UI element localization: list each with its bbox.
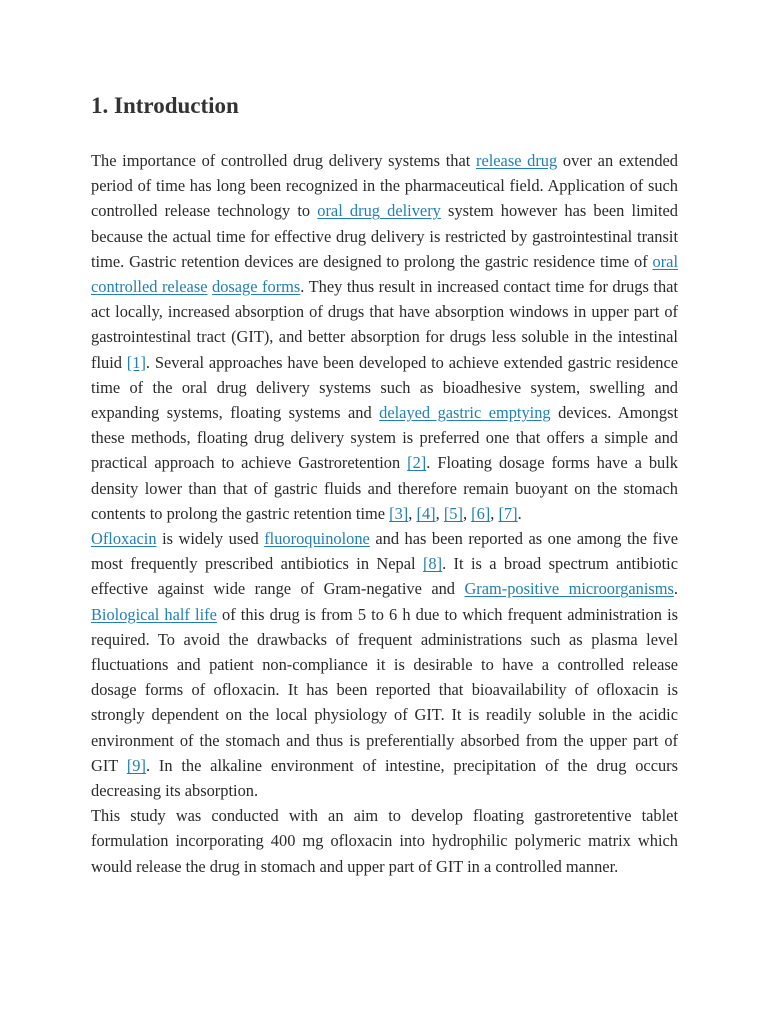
paragraph-text: devices. Amongst these methods, floating drug delivery system is preferred one that offers a simple and practical approach to achieve Gastroretention: [91, 403, 679, 473]
inline-link[interactable]: [3]: [389, 503, 409, 523]
inline-link[interactable]: [4]: [416, 503, 436, 523]
paragraph-text: system however has been limited because the actual time for effective drug delivery is restricted by gastrointestinal transit time. Gastric retention devices are designed to prolong the gastric residence time of: [91, 201, 678, 271]
paragraph-text: . Floating dosage forms have a bulk density lower than that of gastric fluids and therefore remain buoyant on the stomach contents to prolong the gastric retention time: [91, 453, 678, 523]
inline-link[interactable]: delayed gastric emptying: [379, 403, 551, 423]
paragraph: [91, 526, 678, 803]
inline-link[interactable]: [1]: [126, 352, 146, 372]
inline-link[interactable]: release drug: [475, 151, 558, 170]
paragraph-text: ,: [408, 503, 417, 523]
paragraph-text: . It is a broad spectrum antibiotic effective against wide range of Gram-negative and: [91, 554, 678, 599]
paragraph-text: This study was conducted with an aim to develop floating gastroretentive tablet formulation incorporating 400 mg ofloxacin into hydrophilic polymeric matrix which would release the drug in stomach and upper part of GIT in a controlled manner.: [91, 806, 678, 876]
paragraph-text: is widely used: [156, 529, 265, 549]
inline-link[interactable]: fluoroquinolone: [264, 529, 370, 549]
inline-link[interactable]: Biological half life: [91, 604, 217, 624]
paragraph-text: .: [517, 503, 522, 523]
inline-link[interactable]: dosage forms: [212, 277, 301, 297]
inline-link[interactable]: [8]: [422, 554, 443, 574]
inline-link[interactable]: [5]: [443, 503, 463, 523]
inline-link[interactable]: [7]: [498, 503, 518, 523]
paragraph-text: ,: [490, 503, 499, 523]
inline-link[interactable]: oral drug delivery: [317, 201, 441, 221]
paragraph-text: The importance of controlled drug delivery systems that: [91, 151, 476, 170]
paragraph-text: . In the alkaline environment of intestine, precipitation of the drug occurs decreasing its absorption.: [91, 755, 679, 801]
paragraph: [91, 803, 678, 879]
inline-link[interactable]: [6]: [471, 503, 491, 523]
paragraph-text: and has been reported as one among the five most frequently prescribed antibiotics in Nepal: [91, 529, 678, 574]
paragraph-text: ,: [435, 503, 444, 523]
inline-link[interactable]: oral controlled release: [91, 251, 678, 297]
inline-link[interactable]: [9]: [126, 755, 146, 775]
paragraph-text: .: [673, 579, 679, 599]
paragraph: [91, 148, 678, 526]
paragraph-text: . They thus result in increased contact time for drugs that act locally, increased absorption of drugs that have absorption windows in upper part of gastrointestinal tract (GIT), and better absorption for drugs less soluble in the intestinal fluid: [91, 277, 678, 372]
paragraph-text: . Several approaches have been developed to achieve extended gastric residence time of the oral drug delivery systems such as bioadhesive system, swelling and expanding systems, floating systems and: [91, 352, 678, 423]
inline-link[interactable]: Ofloxacin: [91, 529, 157, 549]
inline-link[interactable]: Gram-positive microorganisms: [464, 579, 674, 599]
paragraph-text: of this drug is from 5 to 6 h due to which frequent administration is required. To avoid the drawbacks of frequent administrations such as plasma level fluctuations and patient non-compliance it is desirable to have a controlled release dosage forms of ofloxacin. It has been reported that bioavailability of ofloxacin is strongly dependent on the local physiology of GIT. It is readily soluble in the acidic environment of the stomach and thus is preferentially absorbed from the upper part of GIT: [91, 604, 678, 775]
paragraph-text: ,: [462, 503, 472, 523]
paragraph-text: over an extended period of time has long been recognized in the pharmaceutical field. Application of such controlled release technology to: [91, 151, 678, 221]
section-heading: 1. Introduction: [91, 93, 239, 118]
article-section: [91, 84, 678, 879]
inline-link[interactable]: [2]: [407, 453, 427, 473]
